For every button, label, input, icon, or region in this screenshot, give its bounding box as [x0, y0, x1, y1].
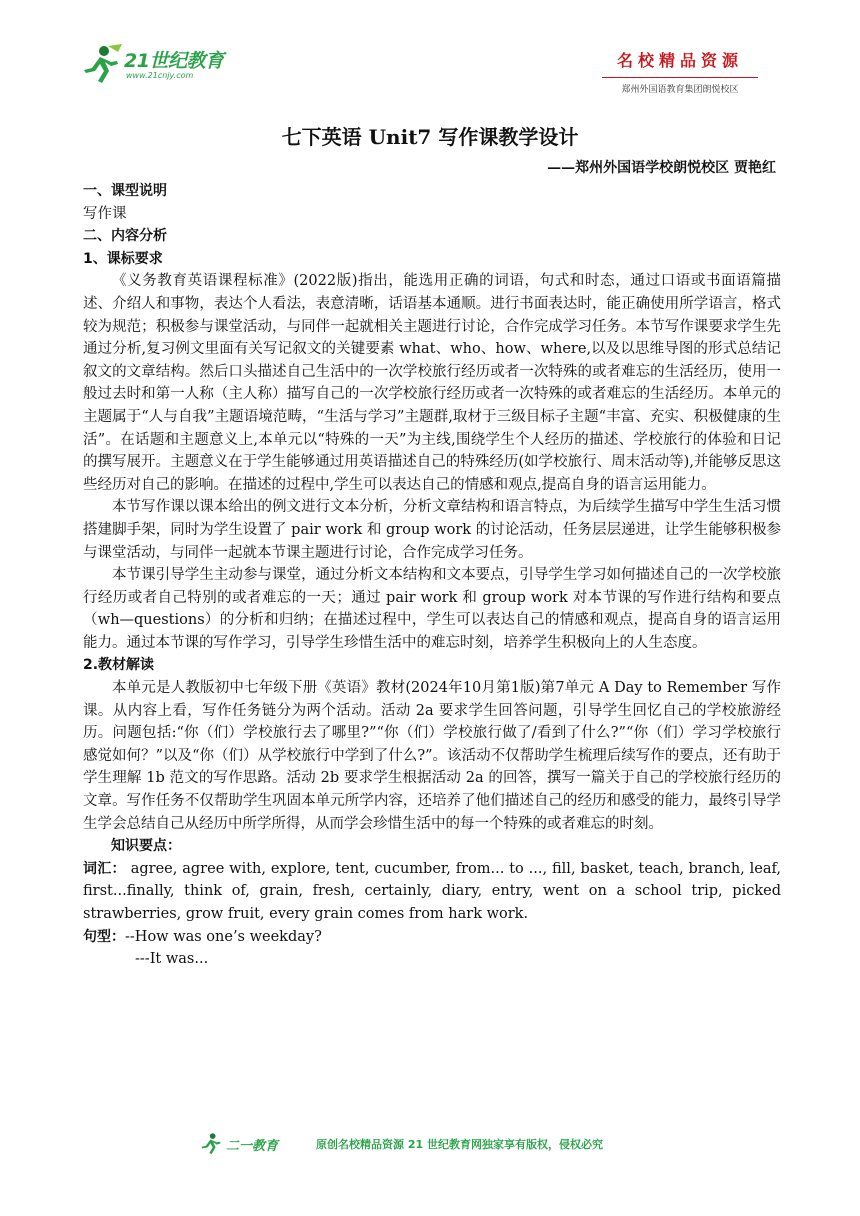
document-body [83, 180, 781, 971]
brand-subtitle: 郑州外国语教育集团朗悦校区 [621, 85, 739, 95]
footer-logo-text: 二一教育 [226, 1139, 279, 1154]
section-heading: 二、内容分析 [83, 228, 167, 245]
knowledge-heading: 知识要点： [111, 838, 181, 855]
section-body: 写作课 [83, 205, 127, 222]
paragraph: 本节课引导学生主动参与课堂，通过分析文本结构和文本要点，引导学生学习如何描述自己的一次学校旅行经历或者自己特别的或者难忘的一天；通过 pair work 和 group work 对本节课的写作进行结构和要点（wh—questions）的分析和归纳；在描述过程中，学生可以表达自己的情感和观点，提高自身的语言运用能力。通过本节课的写作学习，引导学生珍惜生活中的难忘时刻，培养学生积极向上的人生态度。 [83, 567, 781, 651]
vocabulary-text: agree, agree with, explore, tent, cucumber, from... to ..., fill, basket, teach, branch, leaf, first...finally, think of, grain, fresh, certainly, diary, entry, went on a school trip, picked strawberries, grow fruit, every grain comes from hark work. [83, 860, 781, 922]
subsection-heading: 1、课标要求 [83, 250, 163, 267]
document-title: 七下英语 Unit7 写作课教学设计 [281, 125, 579, 149]
brand-block [600, 48, 760, 94]
brand-divider [602, 77, 758, 78]
document-author: ——郑州外国语学校朗悦校区 贾艳红 [547, 160, 776, 176]
copyright-notice: 原创名校精品资源 21 世纪教育网独家享有版权，侵权必究 [316, 1138, 603, 1151]
brand-title: 名校精品资源 [616, 51, 743, 70]
sentence-label: 句型： [83, 928, 125, 945]
vocabulary-paragraph [83, 858, 781, 926]
runner-icon [78, 44, 124, 86]
sentence-line: --How was one’s weekday? [125, 928, 322, 945]
vocabulary-label: 词汇： [83, 860, 126, 877]
footer-logo[interactable] [198, 1132, 298, 1158]
runner-icon [198, 1132, 224, 1156]
sentence-line: ---It was... [135, 951, 209, 968]
subsection-heading: 2.教材解读 [83, 657, 155, 674]
sentence-paragraph [83, 926, 781, 949]
paragraph: 《义务教育英语课程标准》(2022版)指出，能选用正确的词语，句式和时态，通过口语或书面语篇描述、介绍人和事物，表达个人看法，表意清晰，话语基本通顺。进行书面表达时，能正确使用所学语言，格式较为规范；积极参与课堂活动，与同伴一起就相关主题进行讨论，合作完成学习任务。本节写作课要求学生先通过分析,复习例文里面有关写记叙文的关键要素 what、who、how、where,以及以思维导图的形式总结记叙文的文章结构。然后口头描述自己生活中的一次学校旅行经历或者一次特殊的或者难忘的生活经历，使用一般过去时和第一人称（主人称）描写自己的一次学校旅行经历或者一次特殊的或者难忘的生活经历。本单元的主题属于“人与自我”主题语境范畴，“生活与学习”主题群,取材于三级目标子主题“丰富、充实、积极健康的生活”。在话题和主题意义上,本单元以“特殊的一天”为主线,围绕学生个人经历的描述、学校旅行的体验和日记的撰写展开。主题意义在于学生能够通过用英语描述自己的特殊经历(如学校旅行、周末活动等),并能够反思这些经历对自己的影响。在描述的过程中,学生可以表达自己的情感和观点,提高自身的语言运用能力。 [83, 273, 781, 493]
site-logo[interactable] [78, 44, 248, 88]
page-footer [0, 1124, 860, 1164]
paragraph: 本节写作课以课本给出的例文进行文本分析，分析文章结构和语言特点，为后续学生描写中学生生活习惯搭建脚手架，同时为学生设置了 pair work 和 group work 的讨论活动，任务层层递进，让学生能够积极参与课堂活动，与同伴一起就本节课主题进行讨论，合作完成学习任务。 [83, 499, 781, 561]
logo-text: 21世纪教育 [124, 50, 224, 72]
section-heading: 一、课型说明 [83, 183, 167, 199]
logo-url: www.21cnjy.com [126, 71, 194, 80]
page-header [0, 0, 860, 110]
paragraph: 本单元是人教版初中七年级下册《英语》教材(2024年10月第1版)第7单元 A Day to Remember 写作课。从内容上看，写作任务链分为两个活动。活动 2a 要求学生回答问题，引导学生回忆自己的学校旅游经历。问题包括:“你（们）学校旅行去了哪里?”“你（们）学校旅行做了/看到了什么?”“你（们）学习学校旅行感觉如何？”以及“你（们）从学校旅行中学到了什么?”。该活动不仅帮助学生梳理后续写作的要点，还有助于学生理解 1b 范文的写作思路。活动 2b 要求学生根据活动 2a 的回答，撰写一篇关于自己的学校旅行经历的文章。写作任务不仅帮助学生巩固本单元所学内容，还培养了他们描述自己的经历和感受的能力，最终引导学生学会总结自己从经历中所学所得，从而学会珍惜生活中的每一个特殊的或者难忘的时刻。 [83, 680, 781, 832]
